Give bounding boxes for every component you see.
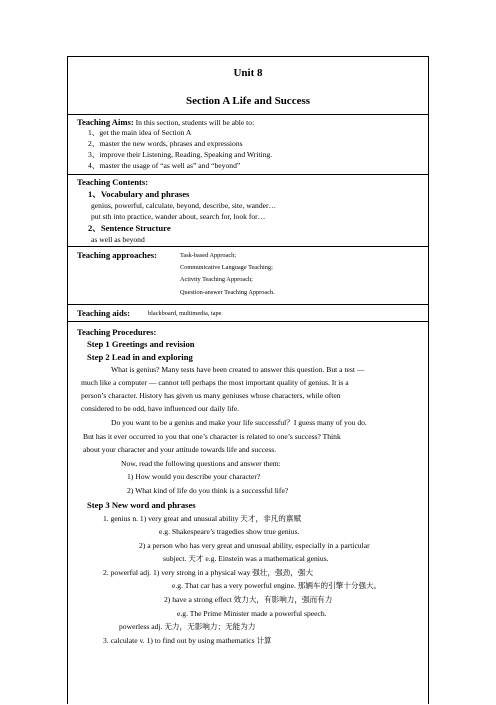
aims-label: Teaching Aims: bbox=[77, 117, 134, 127]
vocab-heading: 1、Vocabulary and phrases bbox=[88, 189, 190, 199]
paragraph-line: What is genius? Many tests have been created to answer this question. But a test — bbox=[111, 365, 365, 374]
procedures-label: Teaching Procedures: bbox=[77, 327, 157, 337]
aim-item: 1、get the main idea of Section A bbox=[88, 128, 192, 137]
word-entry: 2. powerful adj. 1) very strong in a physical way 强壮，强劲，强大 bbox=[103, 568, 314, 577]
paragraph-line: considered to be odd, have influenced our daily life. bbox=[81, 404, 240, 413]
aim-item: 3、improve their Listening, Reading, Speaking and Writing. bbox=[88, 150, 273, 159]
unit-title: Unit 8 bbox=[233, 67, 263, 79]
aids-row bbox=[68, 305, 428, 322]
word-entry: e.g. That car has a very powerful engine. 那辆车的引擎十分强大。 bbox=[172, 581, 382, 590]
approach-item: Task-based Approach; bbox=[180, 252, 237, 259]
approaches-row bbox=[68, 247, 428, 305]
contents-label: Teaching Contents: bbox=[77, 177, 149, 187]
procedures-row bbox=[68, 322, 428, 705]
approach-item: Activity Teaching Approach; bbox=[180, 276, 253, 283]
title-row bbox=[68, 57, 428, 115]
aims-row bbox=[68, 115, 428, 175]
aids-value: blackboard, multimedia, tape bbox=[148, 310, 222, 317]
question-item: 2) What kind of life do you think is a successful life? bbox=[127, 486, 289, 495]
word-entry: 2) a person who has very great and unusual ability, especially in a particular bbox=[139, 541, 370, 550]
aim-item: 4、master the usage of “as well as” and “beyond” bbox=[88, 161, 241, 170]
vocab-line: put sth into practice, wander about, search for, look for… bbox=[91, 212, 266, 221]
approach-item: Question-answer Teaching Approach. bbox=[180, 289, 275, 296]
questions-intro: Now, read the following questions and answer them: bbox=[121, 459, 281, 468]
aims-intro: In this section, students will be able to: bbox=[133, 118, 255, 127]
section-title: Section A Life and Success bbox=[185, 95, 311, 107]
word-entry: 3. calculate v. 1) to find out by using mathematics 计算 bbox=[103, 636, 272, 645]
aids-label: Teaching aids: bbox=[77, 308, 130, 318]
word-entry: powerless adj. 无力，无影响力；无能为力 bbox=[119, 622, 256, 631]
paragraph-line: But has it ever occurred to you that one’s character is related to one’s success? Think bbox=[83, 432, 341, 441]
word-entry: subject. 天才 e.g. Einstein was a mathematical genius. bbox=[163, 554, 329, 563]
question-item: 1) How would you describe your character? bbox=[127, 472, 261, 481]
word-entry: 1. genius n. 1) very great and unusual ability 天才，非凡的禀赋 bbox=[103, 514, 302, 523]
paragraph-line: much like a computer — cannot tell perhaps the most important quality of genius. It is a bbox=[81, 378, 349, 387]
word-entry: e.g. Shakespeare’s tragedies show true genius. bbox=[159, 527, 300, 536]
lesson-plan-table bbox=[67, 56, 429, 704]
approaches-label: Teaching approaches: bbox=[77, 250, 157, 260]
aim-item: 2、master the new words, phrases and expressions bbox=[88, 139, 243, 148]
step-heading: Step 1 Greetings and revision bbox=[87, 339, 195, 349]
sentence-line: as well as beyond bbox=[91, 235, 145, 244]
word-entry: e.g. The Prime Minister made a powerful speech. bbox=[177, 609, 327, 618]
word-entry: 2) have a strong effect 效力大，有影响力，强而有力 bbox=[164, 595, 333, 604]
paragraph-line: about your character and your attitude towards life and success. bbox=[83, 445, 277, 454]
aims-line bbox=[77, 117, 254, 128]
paragraph-line: person’s character. History has given us many geniuses whose characters, while often bbox=[81, 391, 341, 400]
contents-row bbox=[68, 175, 428, 247]
vocab-line: genius, powerful, calculate, beyond, describe, site, wander… bbox=[91, 201, 277, 210]
approach-item: Communicative Language Teaching; bbox=[180, 264, 273, 271]
sentence-heading: 2、Sentence Structure bbox=[88, 223, 171, 233]
step-heading: Step 3 New word and phrases bbox=[87, 500, 196, 510]
step-heading: Step 2 Lead in and exploring bbox=[87, 352, 193, 362]
paragraph-line: Do you want to be a genius and make your life successful？I guess many of you do. bbox=[111, 418, 367, 427]
